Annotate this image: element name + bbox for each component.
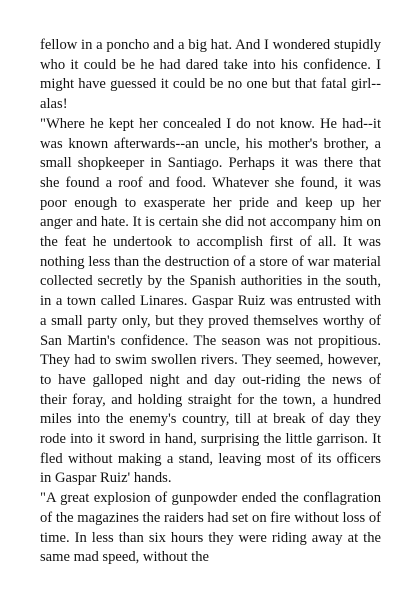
- paragraph-2: "Where he kept her concealed I do not know. He had--it was known afterwards--an uncle, his mother's brother, a small shopkeeper in Santiago. Perhaps it was there that she found a roof and food. Whatever she found, it was poor enough to exasperate her pride and keep up her anger and hate. It is certain she did not accompany him on the feat he undertook to accomplish first of all. It was nothing less than the destruction of a store of war material collected secretly by the Spanish authorities in the south, in a town called Linares. Gaspar Ruiz was entrusted with a small party only, but they proved themselves worthy of San Martin's confidence. The season was not propitious. They had to swim swollen rivers. They seemed, however, to have galloped night and day out-riding the news of their foray, and holding straight for the town, a hundred miles into the enemy's country, till at break of day they rode into it sword in hand, surprising the little garrison. It fled without making a stand, leaving most of its officers in Gaspar Ruiz' hands.: [40, 115, 381, 487]
- paragraph-1: fellow in a poncho and a big hat. And I wondered stupidly who it could be he had dared take into his confidence. I might have guessed it could be no one but that fatal girl--alas!: [40, 37, 381, 113]
- paragraph-3: "A great explosion of gunpowder ended the conflagration of the magazines the raiders had set on fire without loss of time. In less than six hours they were riding away at the same mad speed, without the: [40, 490, 381, 566]
- document-page: [40, 36, 381, 568]
